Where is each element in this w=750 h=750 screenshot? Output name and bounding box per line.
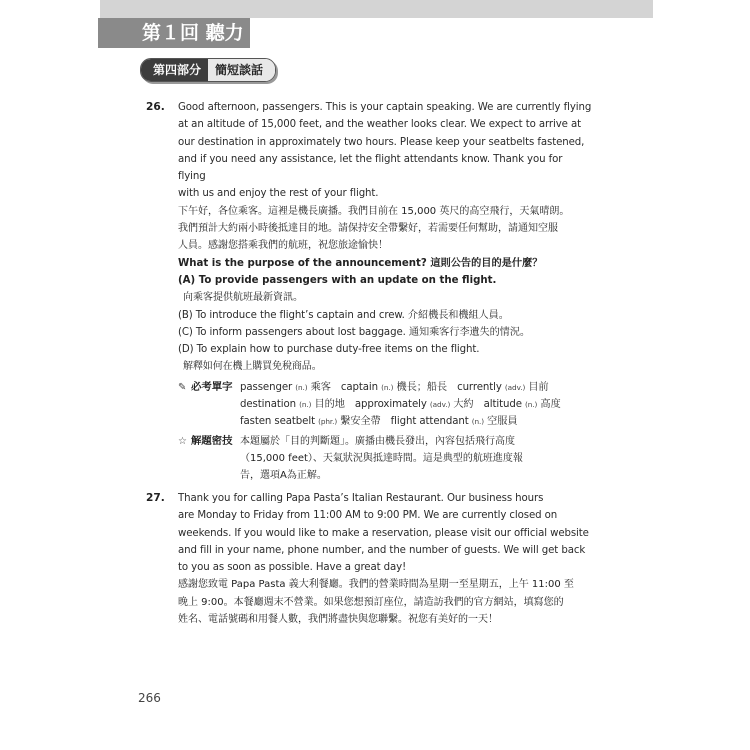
section-part: 第四部分 [141, 59, 208, 81]
star-icon: ☆ [178, 435, 187, 447]
transcript [178, 490, 592, 576]
options [178, 272, 592, 376]
option-b [178, 307, 592, 324]
vocab-lines [240, 379, 592, 431]
pencil-icon: ✎ [178, 381, 187, 393]
part-of-speech: (adv.) [504, 382, 526, 392]
transcript-line: and fill in your name, phone number, and the number of guests. We will get back [178, 544, 586, 556]
question-text: What is the purpose of the announcement? 這則公告的目的是什麼？ [178, 257, 543, 269]
tip-line: 本題屬於「目的判斷題」。廣播由機長發出，內容包括飛行高度 [240, 435, 515, 447]
part-of-speech: (adv.) [429, 400, 451, 410]
part-of-speech: (phr.) [318, 417, 338, 427]
question-number: 27. [146, 492, 165, 504]
part-of-speech: (n.) [295, 382, 308, 392]
option-zh: 向乘客提供航班最新資訊。 [183, 292, 303, 304]
tip-section [178, 433, 592, 485]
translation-line: 下午好，各位乘客。這裡是機長廣播。我們目前在 15,000 英尺的高空飛行，天氣晴朗。 [178, 205, 570, 217]
option-label: (D) To explain how to purchase duty-free items on the flight. [178, 344, 480, 356]
part-of-speech: (n.) [471, 417, 484, 427]
vocab-line [240, 379, 592, 396]
vocab-text: 大約 altitude [450, 399, 526, 411]
transcript [178, 99, 592, 203]
option-label: (B) To introduce the flight’s captain and crew. 介紹機長和機組人員。 [178, 309, 509, 321]
translation-line: 人員。感謝您搭乘我們的航班，祝您旅途愉快！ [178, 240, 388, 252]
tip-text [240, 433, 592, 485]
translation [178, 203, 592, 255]
page-number: 266 [138, 691, 161, 705]
vocab-text: 高度 [537, 399, 561, 411]
vocab-text: 乘客 captain [307, 381, 382, 393]
transcript-line: Good afternoon, passengers. This is your captain speaking. We are currently flying [178, 102, 592, 113]
vocab-text: destination [240, 399, 300, 411]
option-label: (C) To inform passengers about lost baggage. 通知乘客行李遺失的情況。 [178, 326, 530, 338]
vocab-text: 機長；船長 currently [393, 381, 505, 393]
option-a [178, 272, 592, 307]
transcript-line: at an altitude of 15,000 feet, and the weather looks clear. We expect to arrive at [178, 119, 582, 131]
transcript-line: with us and enjoy the rest of your flight. [178, 188, 379, 200]
transcript-line: are Monday to Friday from 11:00 AM to 9:00 PM. We are currently closed on [178, 510, 558, 522]
vocab-tag: 必考單字 [191, 380, 233, 393]
header-band [100, 0, 653, 18]
option-c [178, 324, 592, 341]
translation-line: 姓名、電話號碼和用餐人數，我們將盡快與您聯繫。祝您有美好的一天！ [178, 614, 498, 626]
part-of-speech: (n.) [381, 382, 394, 392]
transcript-line: and if you need any assistance, let the flight attendants know. Thank you for flying [178, 153, 563, 183]
option-d [178, 341, 592, 376]
tip-line: （15,000 feet）、天氣狀況與抵達時間。這是典型的航班進度報 [240, 452, 523, 464]
transcript-line: to you as soon as possible. Have a great day! [178, 562, 407, 574]
question-26 [146, 99, 592, 485]
vocab-text: 空服員 [484, 416, 518, 428]
question-number: 26. [146, 101, 165, 113]
tip-line: 告，選項A為正解。 [240, 470, 327, 482]
vocab-text: 繫安全帶 flight attendant [337, 416, 472, 428]
chapter-title: 第１回 聽力 [98, 18, 250, 48]
section-name: 簡短談話 [208, 59, 275, 81]
vocab-line [240, 396, 592, 413]
vocab-text: passenger [240, 381, 296, 393]
vocab-section [178, 379, 592, 431]
transcript-line: Thank you for calling Papa Pasta’s Italian Restaurant. Our business hours [178, 493, 544, 504]
option-label: (A) To provide passengers with an update on the flight. [178, 274, 497, 286]
vocab-text: fasten seatbelt [240, 416, 319, 428]
vocab-text: 目的地 approximately [311, 399, 430, 411]
part-of-speech: (n.) [299, 400, 312, 410]
translation-line: 我們預計大約兩小時後抵達目的地。請保持安全帶繫好，若需要任何幫助，請通知空服 [178, 223, 558, 235]
translation-line: 感謝您致電 Papa Pasta 義大利餐廳。我們的營業時間為星期一至星期五，上午 11:00 至 [178, 579, 574, 591]
tip-tag: 解題密技 [191, 434, 233, 447]
section-label [140, 58, 276, 82]
vocab-line [240, 413, 592, 430]
translation [178, 576, 592, 628]
transcript-line: our destination in approximately two hours. Please keep your seatbelts fastened, [178, 136, 585, 148]
vocab-text: 目前 [525, 381, 549, 393]
question-27 [146, 490, 592, 628]
option-zh: 解釋如何在機上購買免稅商品。 [183, 361, 322, 373]
part-of-speech: (n.) [525, 400, 538, 410]
translation-line: 晚上 9:00。本餐廳週末不營業。如果您想預訂座位，請造訪我們的官方網站，填寫您的 [178, 596, 564, 608]
transcript-line: weekends. If you would like to make a reservation, please visit our official website [178, 527, 589, 539]
